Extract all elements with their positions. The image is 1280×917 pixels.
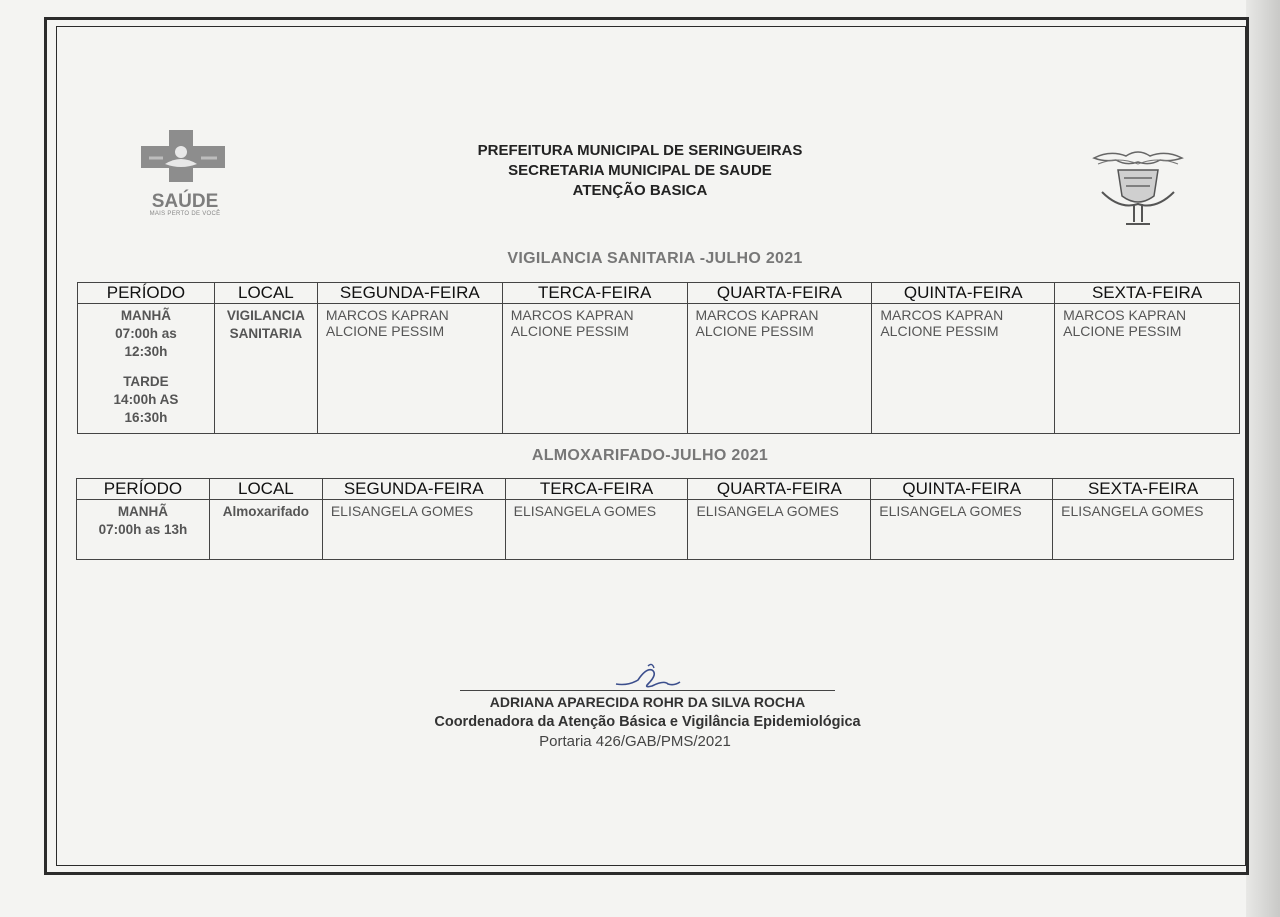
- section-title-almoxarifado: ALMOXARIFADO-JULHO 2021: [531, 447, 769, 464]
- section-title-vigilancia: VIGILANCIA SANITARIA -JULHO 2021: [507, 250, 803, 267]
- period-cell: [78, 304, 215, 434]
- staff-name: ALCIONE PESSIM: [510, 323, 629, 339]
- staff-name: ALCIONE PESSIM: [880, 323, 999, 339]
- local-cell: [209, 500, 322, 560]
- day-cell-terca: [505, 500, 688, 560]
- schedule-table-vigilancia: [77, 282, 1240, 434]
- header-segunda: SEGUNDA-FEIRA: [322, 479, 505, 500]
- signatory-role: Coordenadora da Atenção Básica e Vigilância Epidemiológica: [434, 714, 861, 730]
- signatory-portaria: Portaria 426/GAB/PMS/2021: [539, 733, 731, 750]
- header-quinta: QUINTA-FEIRA: [871, 479, 1053, 500]
- period-text: MANHÃ: [117, 504, 169, 519]
- staff-name: ALCIONE PESSIM: [325, 323, 445, 339]
- staff-name: ELISANGELA GOMES: [1061, 503, 1204, 519]
- day-cell-quinta: [872, 304, 1055, 434]
- header-terca: TERCA-FEIRA: [502, 283, 687, 304]
- staff-name: MARCOS KAPRAN: [695, 307, 819, 323]
- header-quarta: QUARTA-FEIRA: [687, 283, 872, 304]
- period-text: 12:30h: [124, 344, 168, 359]
- saude-logo-title: SAÚDE: [151, 191, 219, 212]
- table-header-row: [78, 283, 1240, 304]
- local-text: Almoxarifado: [222, 504, 309, 519]
- schedule-table-almoxarifado: [76, 478, 1234, 560]
- day-cell-quarta: [688, 500, 871, 560]
- table-row: [77, 500, 1234, 560]
- staff-name: MARCOS KAPRAN: [325, 307, 449, 323]
- header-local: LOCAL: [214, 283, 317, 304]
- staff-name: MARCOS KAPRAN: [1063, 307, 1187, 323]
- header-periodo: PERÍODO: [78, 283, 215, 304]
- table-row: [78, 304, 1240, 434]
- period-text: MANHÃ: [120, 308, 172, 323]
- period-text: 07:00h as: [115, 326, 177, 341]
- header-line-1: PREFEITURA MUNICIPAL DE SERINGUEIRAS: [477, 142, 803, 159]
- day-cell-quinta: [871, 500, 1053, 560]
- signatory-name: ADRIANA APARECIDA ROHR DA SILVA ROCHA: [489, 694, 806, 710]
- header-quinta: QUINTA-FEIRA: [872, 283, 1055, 304]
- staff-name: ALCIONE PESSIM: [695, 323, 814, 339]
- header-quarta: QUARTA-FEIRA: [688, 479, 871, 500]
- staff-name: ELISANGELA GOMES: [330, 503, 474, 519]
- signature-block: [460, 660, 835, 710]
- period-text: 07:00h as 13h: [98, 522, 188, 537]
- day-cell-sexta: [1055, 304, 1240, 434]
- day-cell-segunda: [317, 304, 502, 434]
- period-text: 14:00h AS: [113, 392, 179, 407]
- staff-name: ALCIONE PESSIM: [1063, 323, 1182, 339]
- staff-name: ELISANGELA GOMES: [696, 503, 839, 519]
- header-line-2: SECRETARIA MUNICIPAL DE SAUDE: [508, 162, 772, 179]
- staff-name: MARCOS KAPRAN: [880, 307, 1004, 323]
- header-sexta: SEXTA-FEIRA: [1055, 283, 1240, 304]
- saude-logo-subtitle: MAIS PERTO DE VOCÊ: [149, 211, 221, 217]
- header-segunda: SEGUNDA-FEIRA: [317, 283, 502, 304]
- staff-name: ELISANGELA GOMES: [513, 503, 657, 519]
- staff-name: ELISANGELA GOMES: [879, 503, 1022, 519]
- period-text: TARDE: [123, 374, 169, 389]
- staff-name: MARCOS KAPRAN: [510, 307, 634, 323]
- period-cell: [77, 500, 210, 560]
- local-text: SANITARIA: [229, 326, 303, 341]
- handwritten-signature-icon: [608, 660, 688, 690]
- scan-edge-shadow: [1246, 0, 1280, 917]
- day-cell-terca: [502, 304, 687, 434]
- table-header-row: [77, 479, 1234, 500]
- signature-line: [460, 690, 835, 691]
- header-periodo: PERÍODO: [77, 479, 210, 500]
- local-cell: [214, 304, 317, 434]
- day-cell-sexta: [1053, 500, 1234, 560]
- day-cell-segunda: [322, 500, 505, 560]
- local-text: VIGILANCIA: [226, 308, 305, 323]
- header-local: LOCAL: [209, 479, 322, 500]
- period-text: 16:30h: [124, 410, 168, 425]
- header-line-3: ATENÇÃO BASICA: [572, 182, 708, 199]
- header-terca: TERCA-FEIRA: [505, 479, 688, 500]
- day-cell-quarta: [687, 304, 872, 434]
- header-sexta: SEXTA-FEIRA: [1053, 479, 1234, 500]
